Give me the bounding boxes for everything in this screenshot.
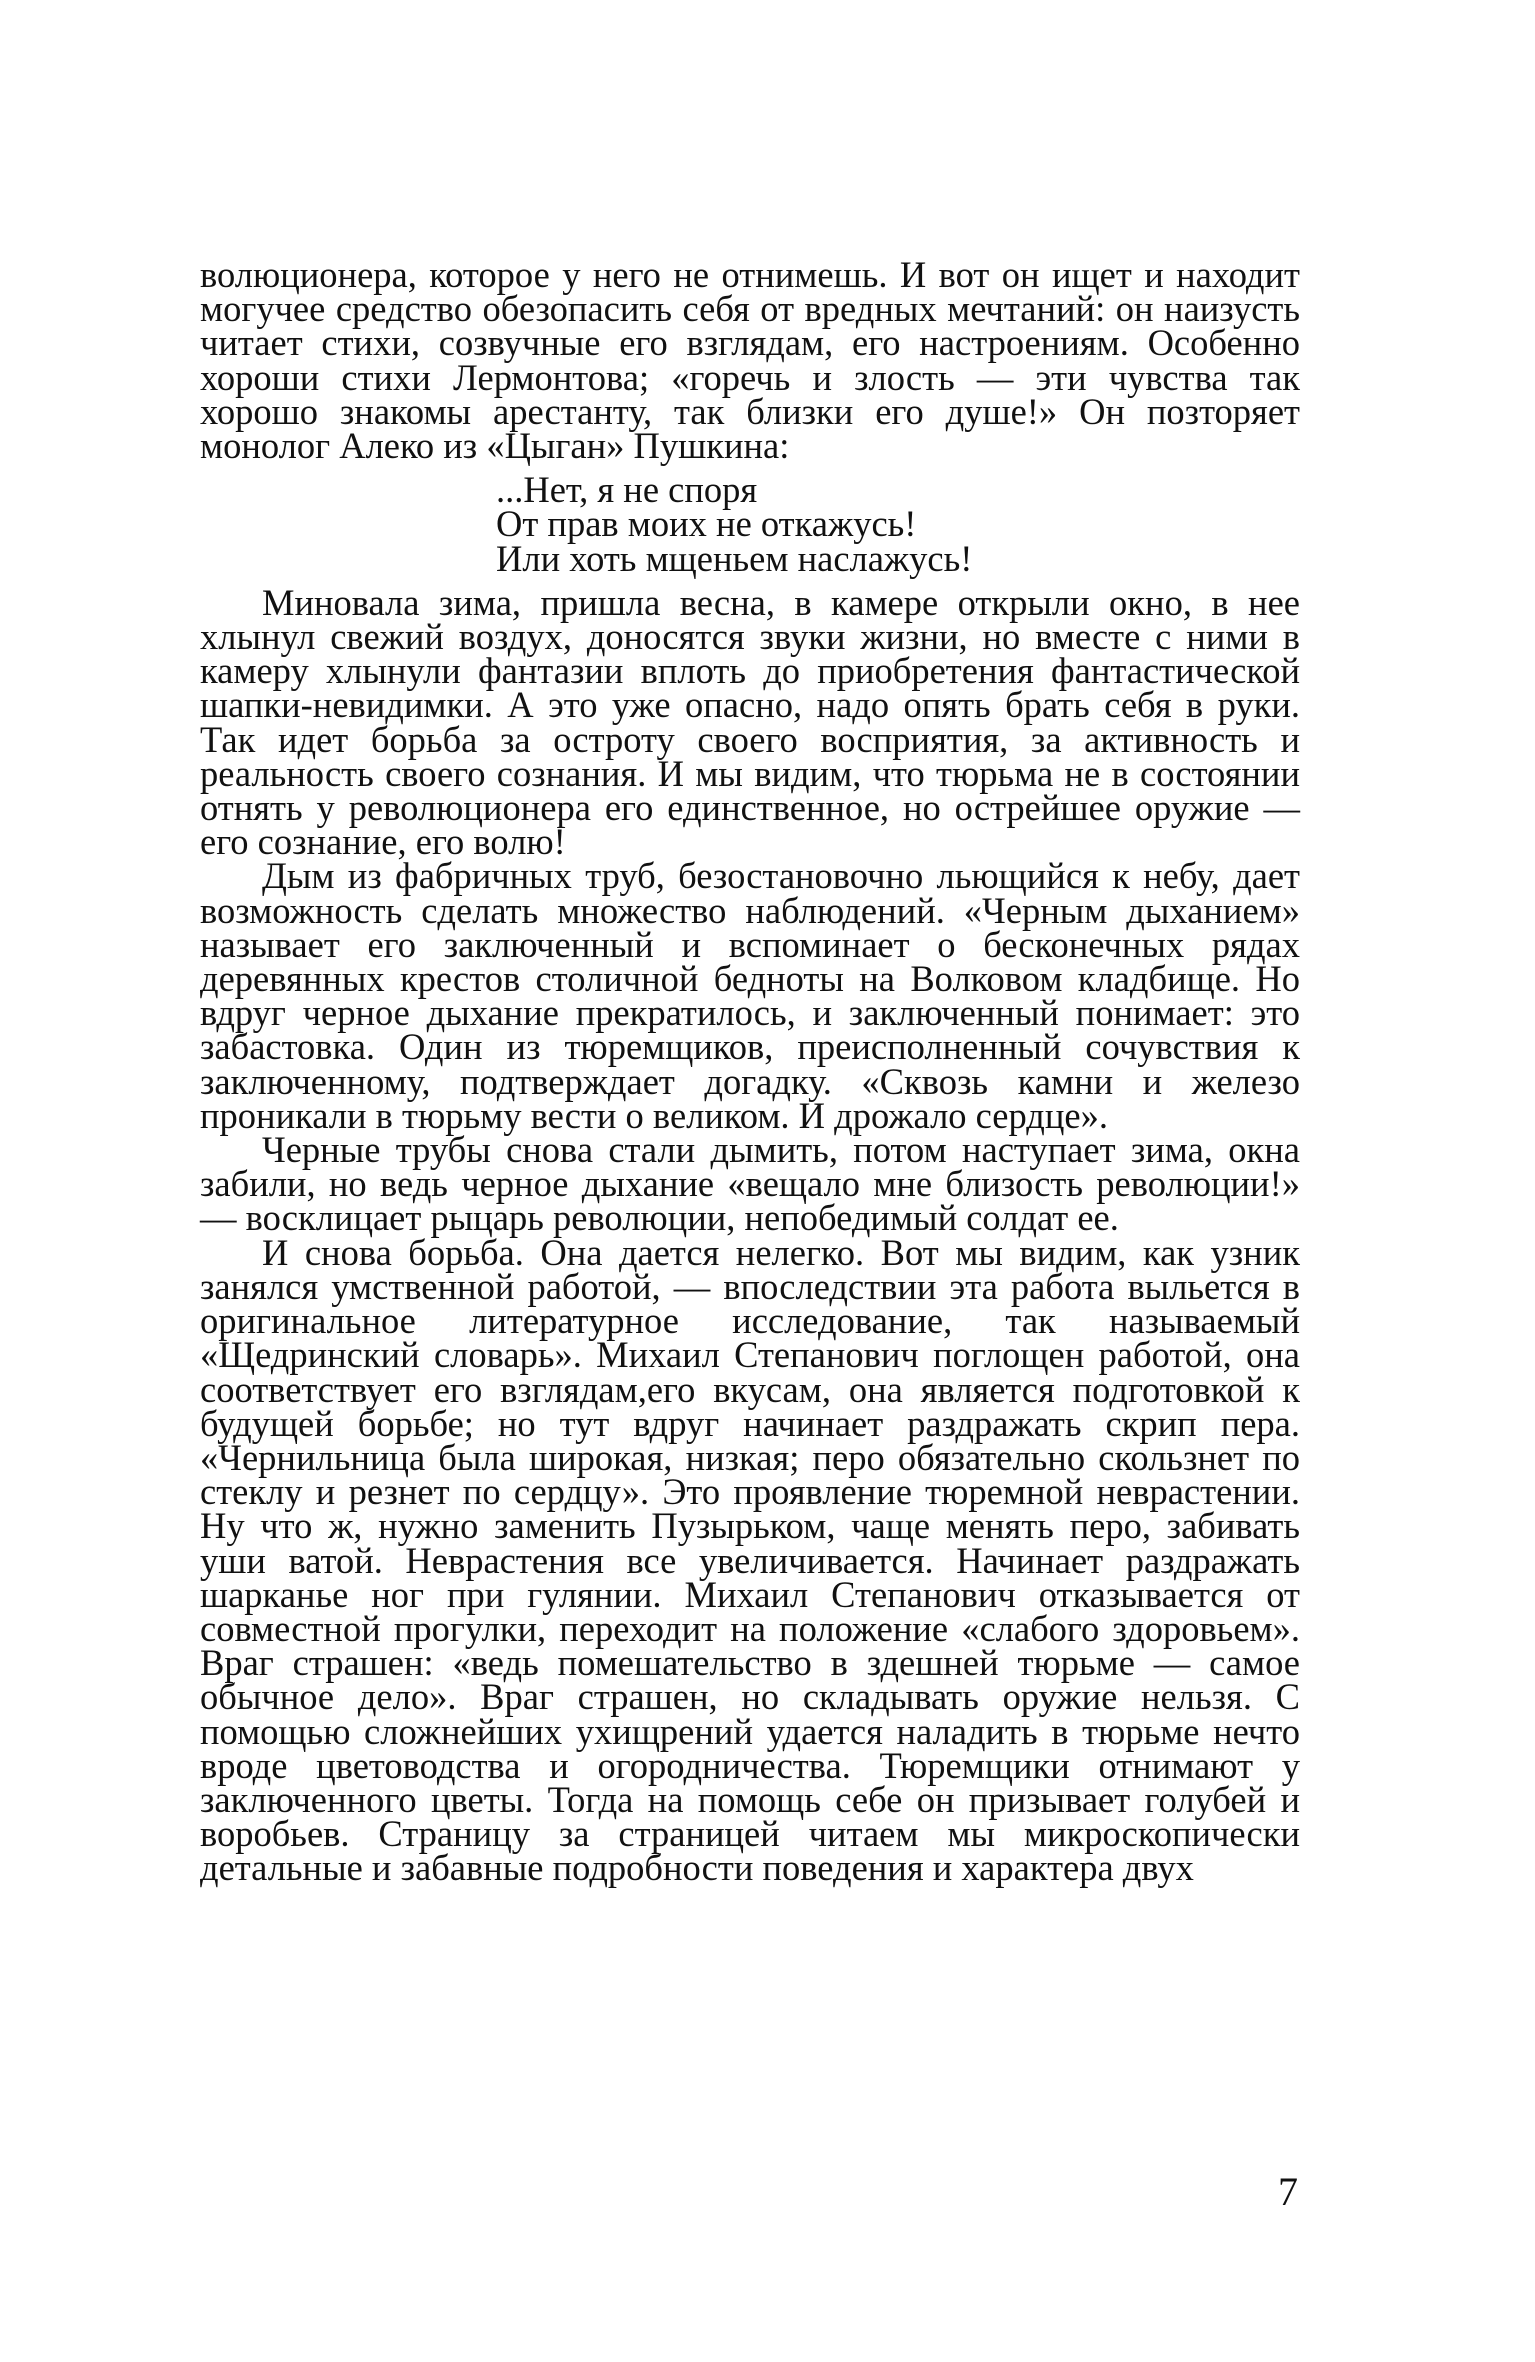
paragraph-1: волюционера, которое у него не отнимешь. И вот он ищет и находит могучее средство обезопасить себя от вредных мечтаний: он наизусть читает стихи, созвучные его взглядам, его настроениям. Особенно хороши стихи Лермонтова; «горечь и злость — эти чувства так хорошо знакомы арестанту, так близки его душе!» Он позторяет монолог Алеко из «Цыган» Пушкина: [200,254,1300,467]
page-number: 7 [1278,2169,1298,2214]
page-body [200,254,1300,1889]
verse-line-1: ...Нет, я не споря [496,469,758,511]
paragraph-3: Дым из фабричных труб, безостановочно льющийся к небу, дает возможность сделать множество наблюдений. «Черным дыханием» называет его заключенный и вспоминает о бесконечных рядах деревянных крестов столичной бедноты на Волковом кладбище. Но вдруг черное дыхание прекратилось, и заключенный понимает: это забастовка. Один из тюремщиков, преисполненный сочувствия к заключенному, подтверждает догадку. «Сквозь камни и железо проникали в тюрьму вести о великом. И дрожало сердце». [200,855,1300,1136]
verse-line-3: Или хоть мщеньем наслажусь! [496,537,973,579]
verse-quote [496,469,1300,579]
paragraph-4: Черные трубы снова стали дымить, потом наступает зима, окна забили, но ведь черное дыхание «вещало мне близость революции!» — восклицает рыцарь революции, непобедимый солдат ее. [200,1129,1300,1239]
paragraph-5: И снова борьба. Она дается нелегко. Вот мы видим, как узник занялся умственной работой, — впоследствии эта работа выльется в оригинальное литературное исследование, так называемый «Щедринский словарь». Михаил Степанович поглощен работой, она соответствует его взглядам,его вкусам, она является подготовкой к будущей борьбе; но тут вдруг начинает раздражать скрип пера. «Чернильница была широкая, низкая; перо обязательно скользнет по стеклу и резнет по сердцу». Это проявление тюремной неврастении. Ну что ж, нужно заменить Пузырьком, чаще менять перо, забивать уши ватой. Неврастения все увеличивается. Начинает раздражать шарканье ног при гулянии. Михаил Степанович отказывается от совместной прогулки, переходит на положение «слабого здоровьем». Враг страшен: «ведь помешательство в здешней тюрьме — самое обычное дело». Враг страшен, но складывать оружие нельзя. С помощью сложнейших ухищрений удается наладить в тюрьме нечто вроде цветоводства и огородничества. Тюремщики отнимают у заключенного цветы. Тогда на помощь себе он призывает голубей и воробьев. Страницу за страницей читаем мы микроскопически детальные и забавные подробности поведения и характера двух [200,1231,1300,1889]
paragraph-2: Миновала зима, пришла весна, в камере открыли окно, в нее хлынул свежий воздух, доносятся звуки жизни, но вместе с ними в камеру хлынули фантазии вплоть до приобретения фантастической шапки-невидимки. А это уже опасно, надо опять брать себя в руки. Так идет борьба за остроту своего восприятия, за активность и реальность своего сознания. И мы видим, что тюрьма не в состоянии отнять у революционера его единственное, но острейшее оружие — его сознание, его волю! [200,581,1300,863]
verse-line-2: От прав моих не откажусь! [496,503,917,545]
